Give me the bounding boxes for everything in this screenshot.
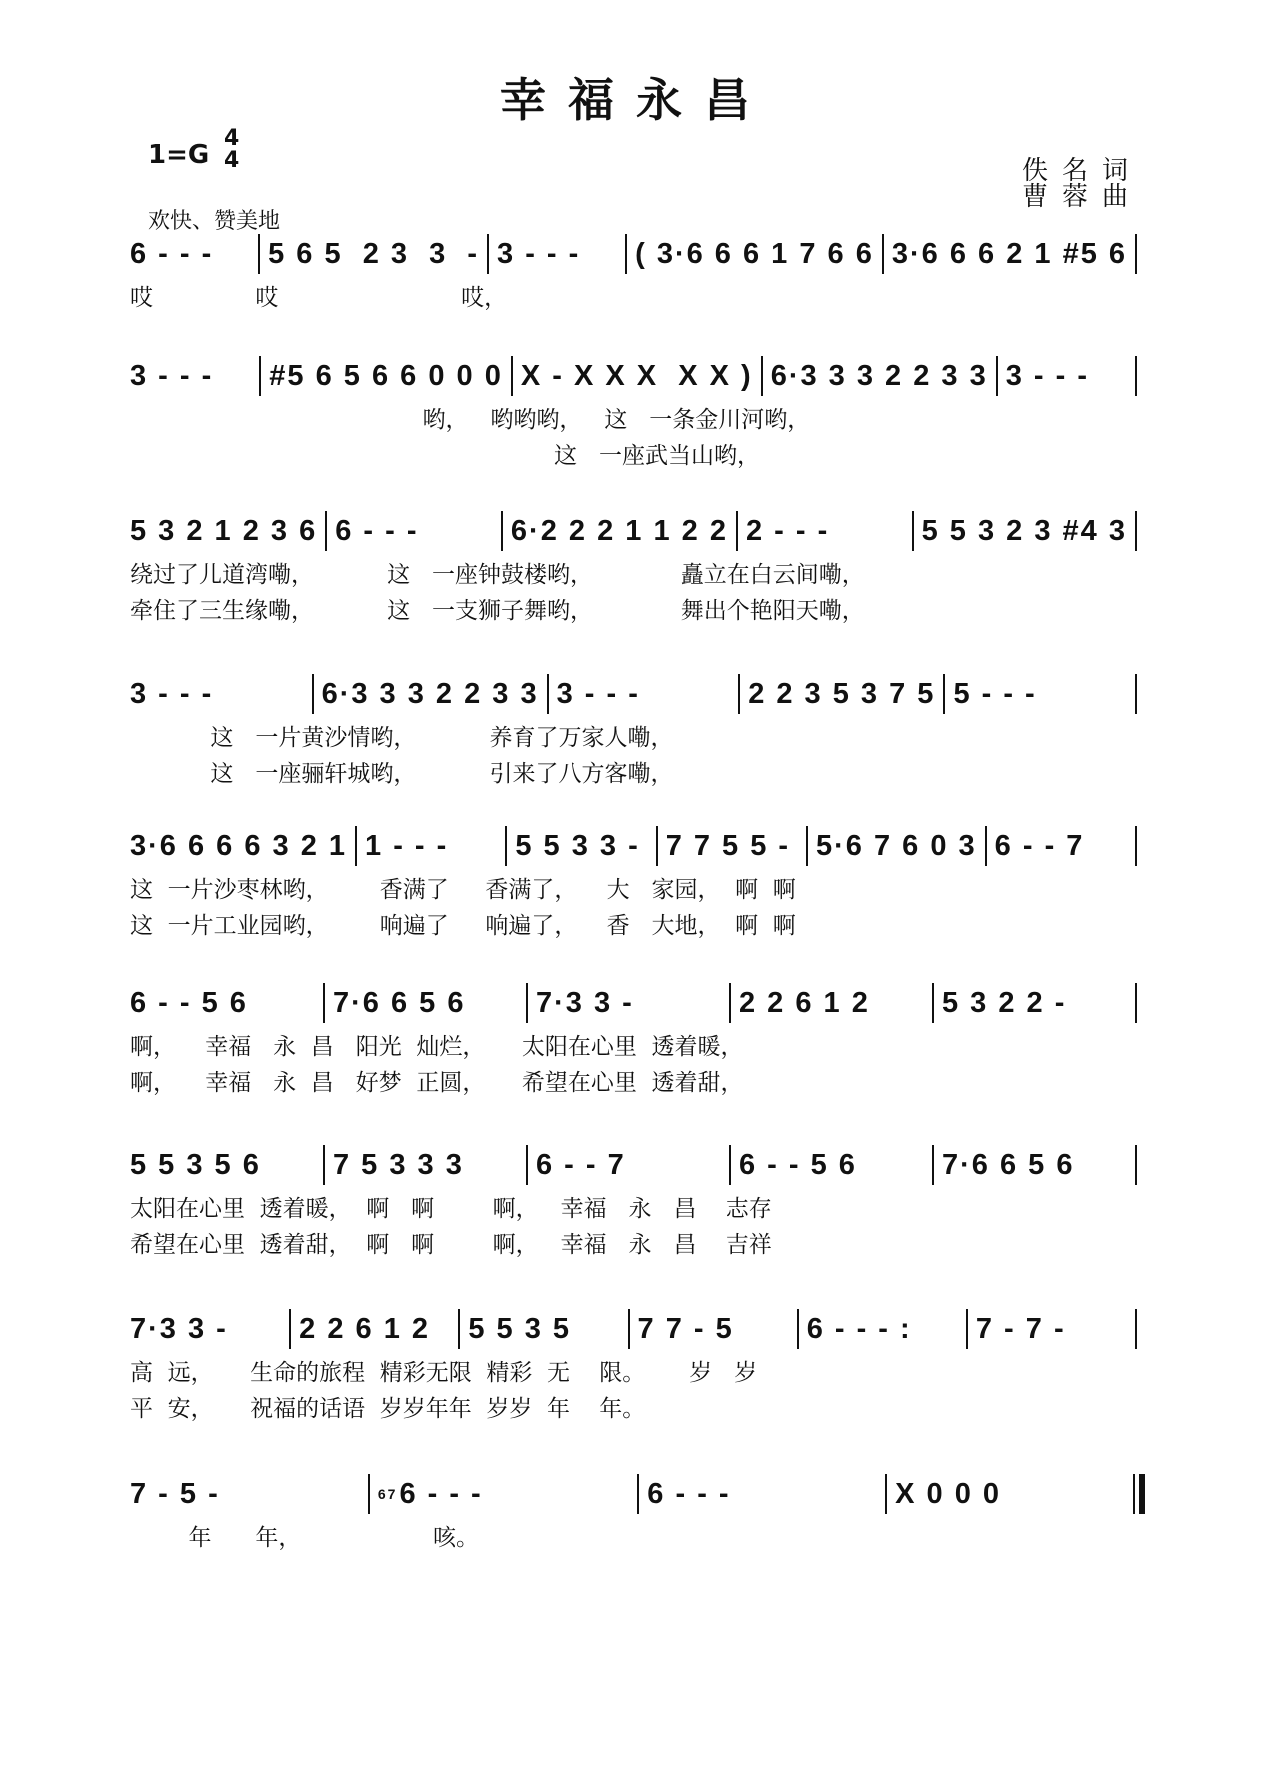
barline: [761, 356, 763, 396]
measure: 2 2 6 1 2: [299, 1312, 431, 1345]
staff-line-6: [130, 977, 1145, 1101]
barline: [526, 983, 528, 1023]
lyric-verse-1: 绕过了儿道湾嘞， 这 一座钟鼓楼哟， 矗立在白云间嘞，: [130, 562, 865, 588]
measure: 6 - - 7: [994, 829, 1085, 862]
notes-row: [130, 228, 1145, 280]
staff-line-7: [130, 1139, 1145, 1263]
grace-note: 67: [377, 1486, 398, 1502]
barline: [323, 1145, 325, 1185]
barline: [258, 234, 260, 274]
staff-line-8: [130, 1303, 1145, 1427]
measure: 6·2 2 2 1 1 2 2: [510, 514, 728, 547]
staff-line-1: [130, 228, 1145, 316]
barline: [1135, 356, 1137, 396]
lyric-verse-2: 这 一座武当山哟，: [130, 443, 760, 469]
barline: [501, 511, 503, 551]
barline: [738, 674, 740, 714]
measure: 3·6 6 6 2 1 #5 6: [891, 237, 1128, 270]
time-signature-bottom: 4: [224, 148, 240, 173]
measure: 2 2 3 5 3 7 5: [748, 677, 936, 710]
barline: [932, 983, 934, 1023]
barline: [885, 1474, 887, 1514]
measure: 5 3 2 1 2 3 6: [130, 514, 318, 547]
measure: 2 2 6 1 2: [739, 986, 870, 1019]
barline: [985, 826, 987, 866]
barline: [797, 1309, 799, 1349]
lyricist-credit: 佚名词: [1021, 156, 1142, 186]
barline: [628, 1309, 630, 1349]
measure: 7 5 3 3 3: [333, 1148, 464, 1181]
barline: [458, 1309, 460, 1349]
barline: [1135, 983, 1137, 1023]
notes-row: [130, 1468, 1145, 1520]
measure: 7·6 6 5 6: [333, 986, 466, 1019]
measure: 6·3 3 3 2 2 3 3: [770, 359, 988, 392]
time-signature-top: 4: [224, 126, 240, 151]
barline: [526, 1145, 528, 1185]
barline: [547, 674, 549, 714]
barline: [1135, 1309, 1137, 1349]
measure: X - X X X X X ): [520, 359, 753, 392]
lyric-verse-1: 哎 哎 哎，: [130, 285, 508, 311]
barline: [1135, 826, 1137, 866]
measure: 5 3 2 2 -: [942, 986, 1067, 1019]
key-signature: 1=G: [148, 140, 210, 170]
measure: 5 5 3 5: [468, 1312, 572, 1345]
barline: [1135, 511, 1137, 551]
time-signature: [224, 128, 239, 172]
measure: 3 - - -: [556, 677, 640, 710]
measure: 3 - - -: [497, 237, 581, 270]
lyric-verse-1: 太阳在心里 透着暖， 啊 啊 啊， 幸福 永 昌 志存: [130, 1196, 772, 1222]
measure: 3 - - -: [130, 677, 214, 710]
lyric-verse-1: 哟， 哟哟哟， 这 一条金川河哟，: [130, 407, 811, 433]
lyric-verse-1: 年 年， 咳。: [130, 1525, 479, 1551]
barline: [1135, 1145, 1137, 1185]
measure: 5·6 7 6 0 3: [816, 829, 977, 862]
notes-row: [130, 505, 1145, 557]
measure: 6 - - 7: [536, 1148, 626, 1181]
measure: 5 5 3 2 3 #4 3: [921, 514, 1127, 547]
final-barline: [1133, 1474, 1145, 1514]
song-title: 幸福永昌: [500, 73, 772, 127]
measure: #5 6 5 6 6 0 0 0: [269, 359, 503, 392]
lyric-verse-2: 啊， 幸福 永 昌 好梦 正圆， 希望在心里 透着甜，: [130, 1070, 744, 1096]
staff-line-3: [130, 505, 1145, 629]
notes-row: [130, 1303, 1145, 1355]
barline: [996, 356, 998, 396]
barline: [912, 511, 914, 551]
staff-line-9: [130, 1468, 1145, 1556]
staff-line-5: [130, 820, 1145, 944]
measure: 6 - - -: [130, 237, 214, 270]
measure: X 0 0 0: [895, 1477, 1002, 1510]
barline: [943, 674, 945, 714]
barline: [289, 1309, 291, 1349]
notes-row: [130, 668, 1145, 720]
measure: 7 - 7 -: [975, 1312, 1066, 1345]
measure: 6 - - -: [335, 514, 419, 547]
measure: 6 - - -: [399, 1477, 483, 1510]
staff-line-4: [130, 668, 1145, 792]
measure: 7 - 5 -: [130, 1477, 220, 1510]
lyric-verse-2: 这 一座骊轩城哟， 引来了八方客嘞，: [130, 761, 674, 787]
barline: [806, 826, 808, 866]
barline: [1135, 674, 1137, 714]
barline: [656, 826, 658, 866]
notes-row: [130, 350, 1145, 402]
tempo-marking: 欢快、赞美地: [148, 209, 281, 234]
measure: 7·3 3 -: [130, 1312, 228, 1345]
measure: 5 - - -: [953, 677, 1037, 710]
measure: 5 5 3 5 6: [130, 1148, 261, 1181]
barline: [637, 1474, 639, 1514]
barline: [505, 826, 507, 866]
barline: [511, 356, 513, 396]
lyric-verse-1: 高 远， 生命的旅程 精彩无限 精彩 无 限。 岁 岁: [130, 1360, 758, 1386]
barline: [729, 1145, 731, 1185]
measure: 6 - - 5 6: [739, 1148, 857, 1181]
measure: 6 - - - :: [806, 1312, 912, 1345]
barline: [932, 1145, 934, 1185]
measure: 6 - - -: [647, 1477, 731, 1510]
measure: 6·3 3 3 2 2 3 3: [321, 677, 539, 710]
measure: 7 7 5 5 -: [665, 829, 791, 862]
lyric-verse-1: 啊， 幸福 永 昌 阳光 灿烂， 太阳在心里 透着暖，: [130, 1034, 744, 1060]
barline: [355, 826, 357, 866]
barline: [625, 234, 627, 274]
measure: ( 3·6 6 6 1 7 6 6: [635, 237, 874, 270]
measure: 5 6 5 2 3 3 -: [268, 237, 480, 270]
barline: [312, 674, 314, 714]
barline: [1135, 234, 1137, 274]
lyric-verse-2: 平 安， 祝福的话语 岁岁年年 岁岁 年 年。: [130, 1396, 646, 1422]
lyric-verse-2: 希望在心里 透着甜， 啊 啊 啊， 幸福 永 昌 吉祥: [130, 1232, 772, 1258]
notes-row: [130, 977, 1145, 1029]
measure: 2 - - -: [745, 514, 830, 547]
lyric-verse-1: 这 一片沙枣林哟， 香满了 香满了， 大 家园， 啊 啊: [130, 877, 796, 903]
barline: [729, 983, 731, 1023]
staff-line-2: [130, 350, 1145, 474]
barline: [325, 511, 327, 551]
measure: 3 - - -: [1005, 359, 1089, 392]
measure: 6 - - 5 6: [130, 986, 248, 1019]
barline: [368, 1474, 370, 1514]
measure: 3·6 6 6 6 3 2 1: [130, 829, 348, 862]
barline: [882, 234, 884, 274]
lyric-verse-1: 这 一片黄沙情哟， 养育了万家人嘞，: [130, 725, 674, 751]
lyric-verse-2: 这 一片工业园哟， 响遍了 响遍了， 香 大地， 啊 啊: [130, 913, 796, 939]
barline: [736, 511, 738, 551]
barline: [487, 234, 489, 274]
notes-row: [130, 820, 1145, 872]
measure: 7 7 - 5: [637, 1312, 734, 1345]
barline: [259, 356, 261, 396]
barline: [966, 1309, 968, 1349]
measure: 3 - - -: [130, 359, 214, 392]
barline: [323, 983, 325, 1023]
measure: 7·6 6 5 6: [942, 1148, 1075, 1181]
measure: 7·3 3 -: [536, 986, 634, 1019]
composer-credit: 曹蓉曲: [1021, 182, 1142, 212]
measure: 1 - - -: [365, 829, 449, 862]
lyric-verse-2: 牵住了三生缘嘞， 这 一支狮子舞哟， 舞出个艳阳天嘞，: [130, 598, 865, 624]
measure: 5 5 3 3 -: [515, 829, 640, 862]
notes-row: [130, 1139, 1145, 1191]
